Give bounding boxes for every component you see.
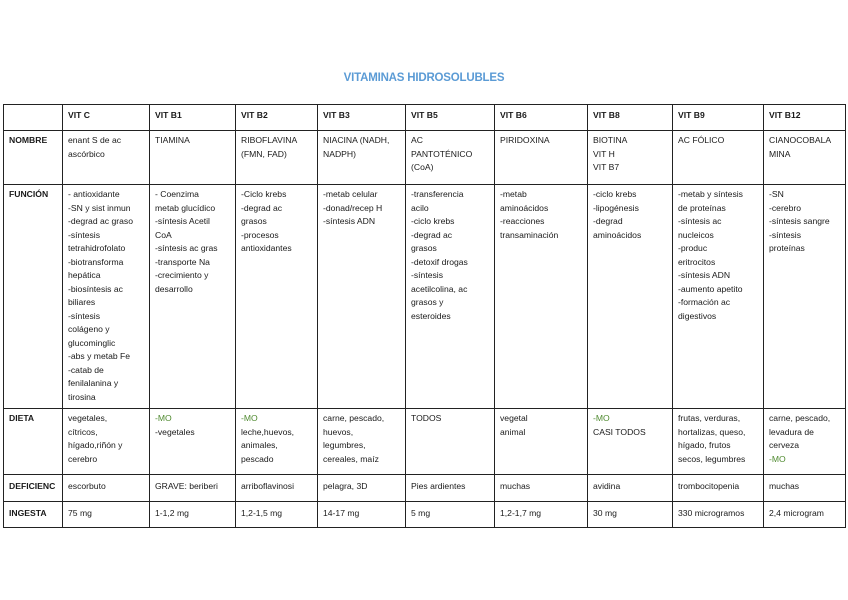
row-label: FUNCIÓN xyxy=(4,185,63,409)
table-cell xyxy=(236,409,318,475)
table-cell: 5 mg xyxy=(406,502,495,528)
header-cell: VIT B3 xyxy=(318,105,406,131)
header-cell: VIT B1 xyxy=(150,105,236,131)
table-cell xyxy=(150,409,236,475)
table-cell: AC FÓLICO xyxy=(673,131,764,185)
table-row-dieta xyxy=(4,409,846,475)
table-cell xyxy=(406,409,495,475)
table-cell: pelagra, 3D xyxy=(318,475,406,502)
table-cell: GRAVE: beriberi xyxy=(150,475,236,502)
table-cell: PIRIDOXINA xyxy=(495,131,588,185)
table-cell: muchas xyxy=(495,475,588,502)
table-cell-text: leche,huevos, animales, pescado xyxy=(241,426,295,464)
table-cell: -metab aminoácidos -reacciones transaminación xyxy=(495,185,588,409)
row-label: DIETA xyxy=(4,409,63,475)
table-cell: BIOTINA VIT H VIT B7 xyxy=(588,131,673,185)
table-row-deficienc xyxy=(4,475,846,502)
table-cell: 1-1,2 mg xyxy=(150,502,236,528)
table-cell: AC PANTOTÉNICO (CoA) xyxy=(406,131,495,185)
table-cell: -ciclo krebs -lipogénesis -degrad aminoácidos xyxy=(588,185,673,409)
table-cell-text: carne, pescado, levadura de cerveza xyxy=(769,413,831,450)
table-cell: 30 mg xyxy=(588,502,673,528)
green-note: -MO xyxy=(241,413,258,423)
table-cell-text: vegetal animal xyxy=(500,413,528,437)
table-cell-text: -vegetales xyxy=(155,426,195,437)
table-cell xyxy=(63,409,150,475)
table-cell-text: carne, pescado, huevos, legumbres, cereales, maíz xyxy=(323,413,385,464)
table-cell-text: TODOS xyxy=(411,413,442,423)
table-cell: 330 microgramos xyxy=(673,502,764,528)
green-note: -MO xyxy=(155,413,172,423)
header-cell: VIT C xyxy=(63,105,150,131)
table-cell: -metab y síntesis de proteínas -síntesis ac nucleicos -produc eritrocitos -síntesis ADN -aumento apetito -formación ac digestivos xyxy=(673,185,764,409)
table-cell: 1,2-1,5 mg xyxy=(236,502,318,528)
table-cell xyxy=(588,409,673,475)
header-cell: VIT B12 xyxy=(764,105,846,131)
row-label: NOMBRE xyxy=(4,131,63,185)
green-note: -MO xyxy=(769,453,786,464)
table-cell-text: vegetales, cítricos, hígado,riñón y cerebro xyxy=(68,413,123,464)
table-cell-text: frutas, verduras, hortalizas, queso, hígado, frutos secos, legumbres xyxy=(678,413,746,464)
table-cell: TIAMINA xyxy=(150,131,236,185)
table-cell: Pies ardientes xyxy=(406,475,495,502)
table-cell xyxy=(673,409,764,475)
table-cell: 2,4 microgram xyxy=(764,502,846,528)
header-cell: VIT B2 xyxy=(236,105,318,131)
table-cell: escorbuto xyxy=(63,475,150,502)
table-cell: 75 mg xyxy=(63,502,150,528)
table-cell: NIACINA (NADH, NADPH) xyxy=(318,131,406,185)
vitamins-table xyxy=(3,104,846,528)
table-row-nombre xyxy=(4,131,846,185)
table-cell: avidina xyxy=(588,475,673,502)
page-title: VITAMINAS HIDROSOLUBLES xyxy=(343,72,505,84)
table-cell: -Ciclo krebs -degrad ac grasos -procesos antioxidantes xyxy=(236,185,318,409)
table-cell xyxy=(764,409,846,475)
header-cell: VIT B5 xyxy=(406,105,495,131)
table-row-ingesta xyxy=(4,502,846,528)
table-cell xyxy=(318,409,406,475)
table-row-funcion xyxy=(4,185,846,409)
table-cell: muchas xyxy=(764,475,846,502)
table-cell-text: CASI TODOS xyxy=(593,426,646,437)
table-cell: arriboflavinosi xyxy=(236,475,318,502)
table-cell: -SN -cerebro -síntesis sangre -síntesis proteínas xyxy=(764,185,846,409)
table-cell: -metab celular -donad/recep H -síntesis ADN xyxy=(318,185,406,409)
table-cell: 1,2-1,7 mg xyxy=(495,502,588,528)
table-cell: - antioxidante -SN y sist inmun -degrad ac graso -síntesis tetrahidrofolato -biotransforma hepática -biosíntesis ac biliares -síntesis colágeno y glucominglic -abs y metab Fe -catab de fenilalanina y tirosina xyxy=(63,185,150,409)
table-cell: enant S de ac ascórbico xyxy=(63,131,150,185)
header-cell: VIT B8 xyxy=(588,105,673,131)
table-cell: - Coenzima metab glucídico -síntesis Acetil CoA -síntesis ac gras -transporte Na -crecimiento y desarrollo xyxy=(150,185,236,409)
table-cell: trombocitopenia xyxy=(673,475,764,502)
table-cell: -transferencia acilo -ciclo krebs -degrad ac grasos -detoxif drogas -síntesis acetilcolina, ac grasos y esteroides xyxy=(406,185,495,409)
table-cell: CIANOCOBALA MINA xyxy=(764,131,846,185)
green-note: -MO xyxy=(593,413,610,423)
header-cell: VIT B6 xyxy=(495,105,588,131)
header-cell xyxy=(4,105,63,131)
row-label: INGESTA xyxy=(4,502,63,528)
table-cell: RIBOFLAVINA (FMN, FAD) xyxy=(236,131,318,185)
row-label: DEFICIENC xyxy=(4,475,63,502)
header-row xyxy=(4,105,846,131)
header-cell: VIT B9 xyxy=(673,105,764,131)
table-cell: 14-17 mg xyxy=(318,502,406,528)
table-cell xyxy=(495,409,588,475)
